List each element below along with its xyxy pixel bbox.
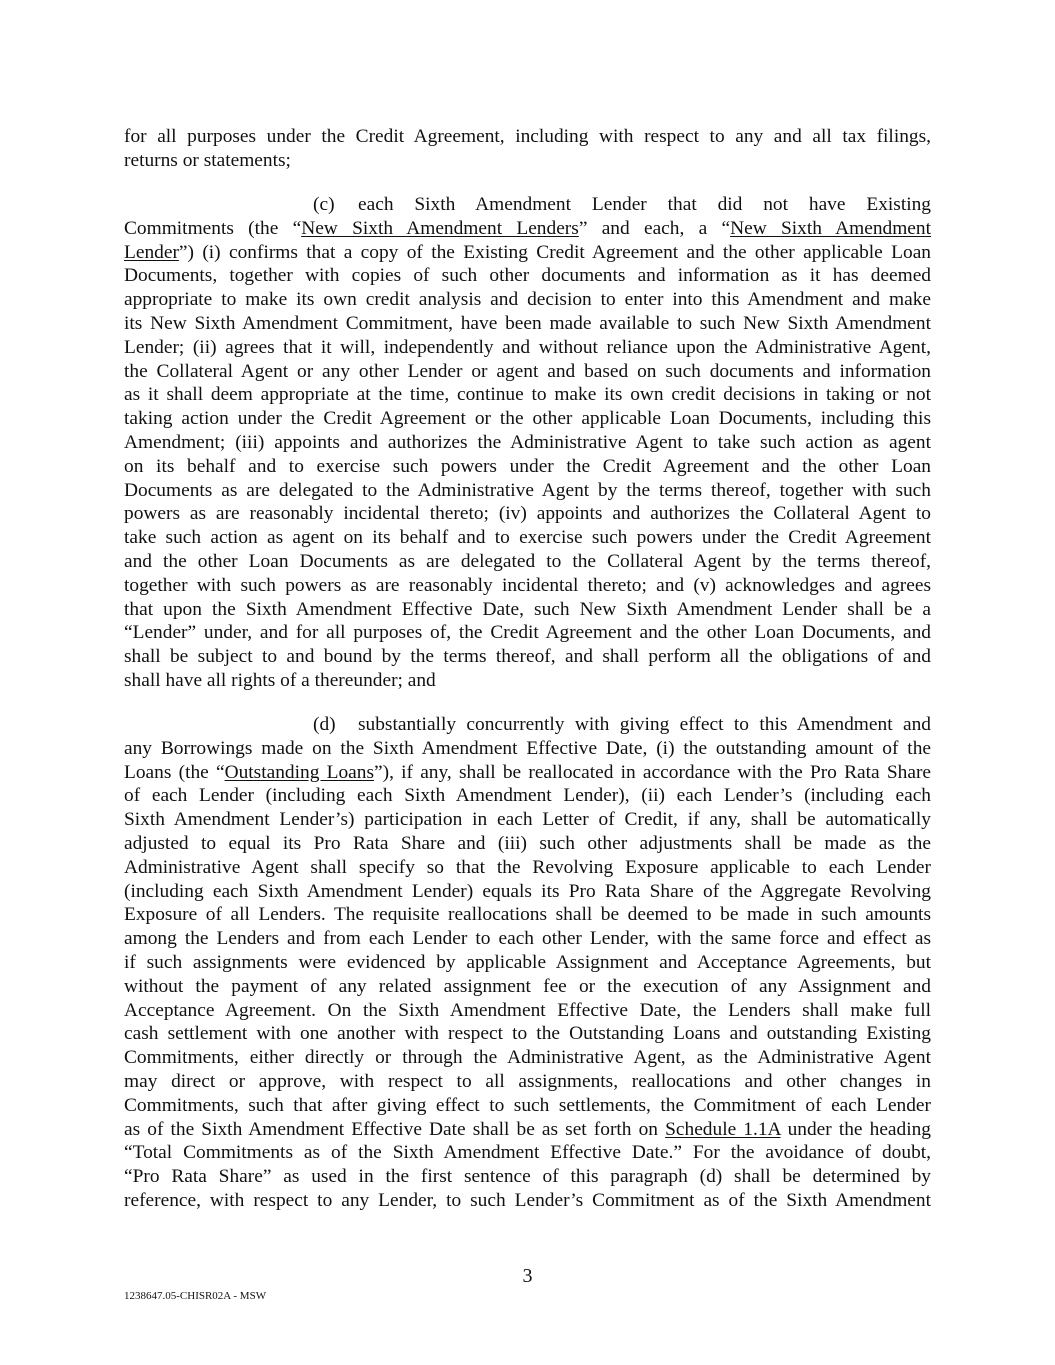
text-segment: that upon the Sixth Amendment Effective Date, such New Sixth Amendment Lender shall be a [124,598,931,620]
text-segment: returns or statements; [124,149,291,171]
text-segment: together with such powers as are reasonably incidental thereto; and (v) acknowledges and agrees [124,574,931,596]
text-segment: ”), if any, shall be reallocated in accordance with the Pro Rata Share [374,761,931,783]
text-line [124,1022,931,1046]
text-line [124,1046,931,1070]
text-segment: of each Lender (including each Sixth Amendment Lender), (ii) each Lender’s (including each [124,785,931,807]
text-line [124,784,931,808]
text-segment: “Lender” under, and for all purposes of, the Credit Agreement and the other Loan Documents, and [124,622,931,644]
text-line [124,264,931,288]
text-segment: may direct or approve, with respect to all assignments, reallocations and other changes in [124,1070,931,1092]
text-segment: “Total Commitments as of the Sixth Amendment Effective Date.” For the avoidance of doubt, [124,1142,931,1164]
text-line [124,312,931,336]
text-line [124,360,931,384]
text-segment: if such assignments were evidenced by applicable Assignment and Acceptance Agreements, but [124,951,931,973]
text-line [124,193,931,217]
text-segment: the Collateral Agent or any other Lender or agent and based on such documents and information [124,360,931,382]
text-line [124,832,931,856]
text-segment: Documents as are delegated to the Administrative Agent by the terms thereof, together with such [124,479,931,501]
text-line [124,1141,931,1165]
text-segment: Acceptance Agreement. On the Sixth Amendment Effective Date, the Lenders shall make full [124,999,931,1021]
document-footer-id: 1238647.05-CHISR02A - MSW [124,1290,267,1302]
text-segment: cash settlement with one another with respect to the Outstanding Loans and outstanding Existing [124,1023,931,1045]
paragraph-label: (d) [313,714,336,735]
text-line [124,621,931,645]
text-segment: (including each Sixth Amendment Lender) equals its Pro Rata Share of the Aggregate Revolving [124,880,931,902]
text-line [124,1189,931,1213]
text-line [124,737,931,761]
text-segment: on its behalf and to exercise such powers under the Credit Agreement and the other Loan [124,455,931,477]
text-segment: Exposure of all Lenders. The requisite reallocations shall be deemed to be made in such amounts [124,904,931,926]
text-segment: as of the Sixth Amendment Effective Date shall be as set forth on [124,1118,666,1140]
text-segment: taking action under the Credit Agreement or the other applicable Loan Documents, including this [124,408,931,430]
text-segment: “Pro Rata Share” as used in the first sentence of this paragraph (d) shall be determined by [124,1166,931,1188]
text-segment: each Sixth Amendment Lender that did not have Existing [358,194,931,215]
text-segment: Sixth Amendment Lender’s) participation in each Letter of Credit, if any, shall be automatically [124,809,931,831]
text-segment: appropriate to make its own credit analysis and decision to enter into this Amendment and make [124,289,931,311]
text-line [124,645,931,669]
defined-term: Outstanding Loans [224,761,374,783]
text-segment: without the payment of any related assignment fee or the execution of any Assignment and [124,975,931,997]
text-line [124,526,931,550]
text-segment: powers as are reasonably incidental thereto; (iv) appoints and authorizes the Collateral Agent to [124,503,931,525]
text-segment: Commitments, such that after giving effect to such settlements, the Commitment of each Lender [124,1094,931,1116]
text-line [124,479,931,503]
text-line [124,125,931,149]
defined-term: Lender [124,241,179,263]
text-segment: Commitments (the “ [124,217,302,239]
text-segment: reference, with respect to any Lender, to such Lender’s Commitment as of the Sixth Amendment [124,1189,931,1211]
text-line [124,288,931,312]
text-line [124,713,931,737]
text-segment: any Borrowings made on the Sixth Amendment Effective Date, (i) the outstanding amount of the [124,737,931,759]
text-segment: shall be subject to and bound by the terms thereof, and shall perform all the obligations of and [124,646,931,668]
text-segment: ” and each, a “ [578,217,731,239]
text-segment: Lender; (ii) agrees that it will, independently and without reliance upon the Administrative Agent, [124,336,931,358]
text-line [124,241,931,265]
text-line [124,431,931,455]
paragraph-c [124,193,931,693]
text-line [124,550,931,574]
defined-term: Schedule 1.1A [665,1118,781,1140]
text-segment: Administrative Agent shall specify so that the Revolving Exposure applicable to each Lender [124,856,931,878]
text-segment: Amendment; (iii) appoints and authorizes the Administrative Agent to take such action as agent [124,431,931,453]
text-line [124,1094,931,1118]
text-line [124,975,931,999]
text-line [124,951,931,975]
page-number: 3 [522,1265,533,1287]
text-segment: among the Lenders and from each Lender to each other Lender, with the same force and effect as [124,928,931,950]
text-line [124,598,931,622]
text-line [124,808,931,832]
text-segment: adjusted to equal its Pro Rata Share and (iii) such other adjustments shall be made as the [124,832,931,854]
text-line [124,407,931,431]
text-line [124,1070,931,1094]
text-line [124,217,931,241]
text-line [124,336,931,360]
text-line [124,1165,931,1189]
text-segment: Loans (the “ [124,761,225,783]
paragraph-continuation [124,125,931,173]
text-segment: its New Sixth Amendment Commitment, have been made available to such New Sixth Amendment [124,312,931,334]
text-line [124,761,931,785]
text-line [124,880,931,904]
text-segment: and the other Loan Documents as are delegated to the Collateral Agent by the terms thereof, [124,550,931,572]
text-line [124,927,931,951]
defined-term: New Sixth Amendment Lenders [301,217,579,239]
text-line [124,455,931,479]
paragraph-d [124,713,931,1213]
defined-term: New Sixth Amendment [730,217,931,239]
text-segment: under the heading [780,1118,931,1140]
text-line [124,383,931,407]
text-line [124,903,931,927]
text-segment: for all purposes under the Credit Agreement, including with respect to any and all tax filings, [124,126,931,147]
text-segment: ”) (i) confirms that a copy of the Existing Credit Agreement and the other applicable Loan [178,241,931,263]
text-line [124,149,931,173]
paragraph-label: (c) [313,194,335,215]
text-line [124,574,931,598]
text-line [124,1118,931,1142]
text-segment: shall have all rights of a thereunder; and [124,669,436,691]
text-segment: as it shall deem appropriate at the time, continue to make its own credit decisions in taking or not [124,384,931,406]
text-line [124,669,931,693]
text-segment: substantially concurrently with giving effect to this Amendment and [358,714,931,735]
text-segment: Commitments, either directly or through the Administrative Agent, as the Administrative Agent [124,1047,931,1069]
text-line [124,856,931,880]
text-segment: take such action as agent on its behalf and to exercise such powers under the Credit Agreement [124,527,931,549]
text-line [124,999,931,1023]
text-segment: Documents, together with copies of such other documents and information as it has deemed [124,265,931,287]
text-line [124,502,931,526]
